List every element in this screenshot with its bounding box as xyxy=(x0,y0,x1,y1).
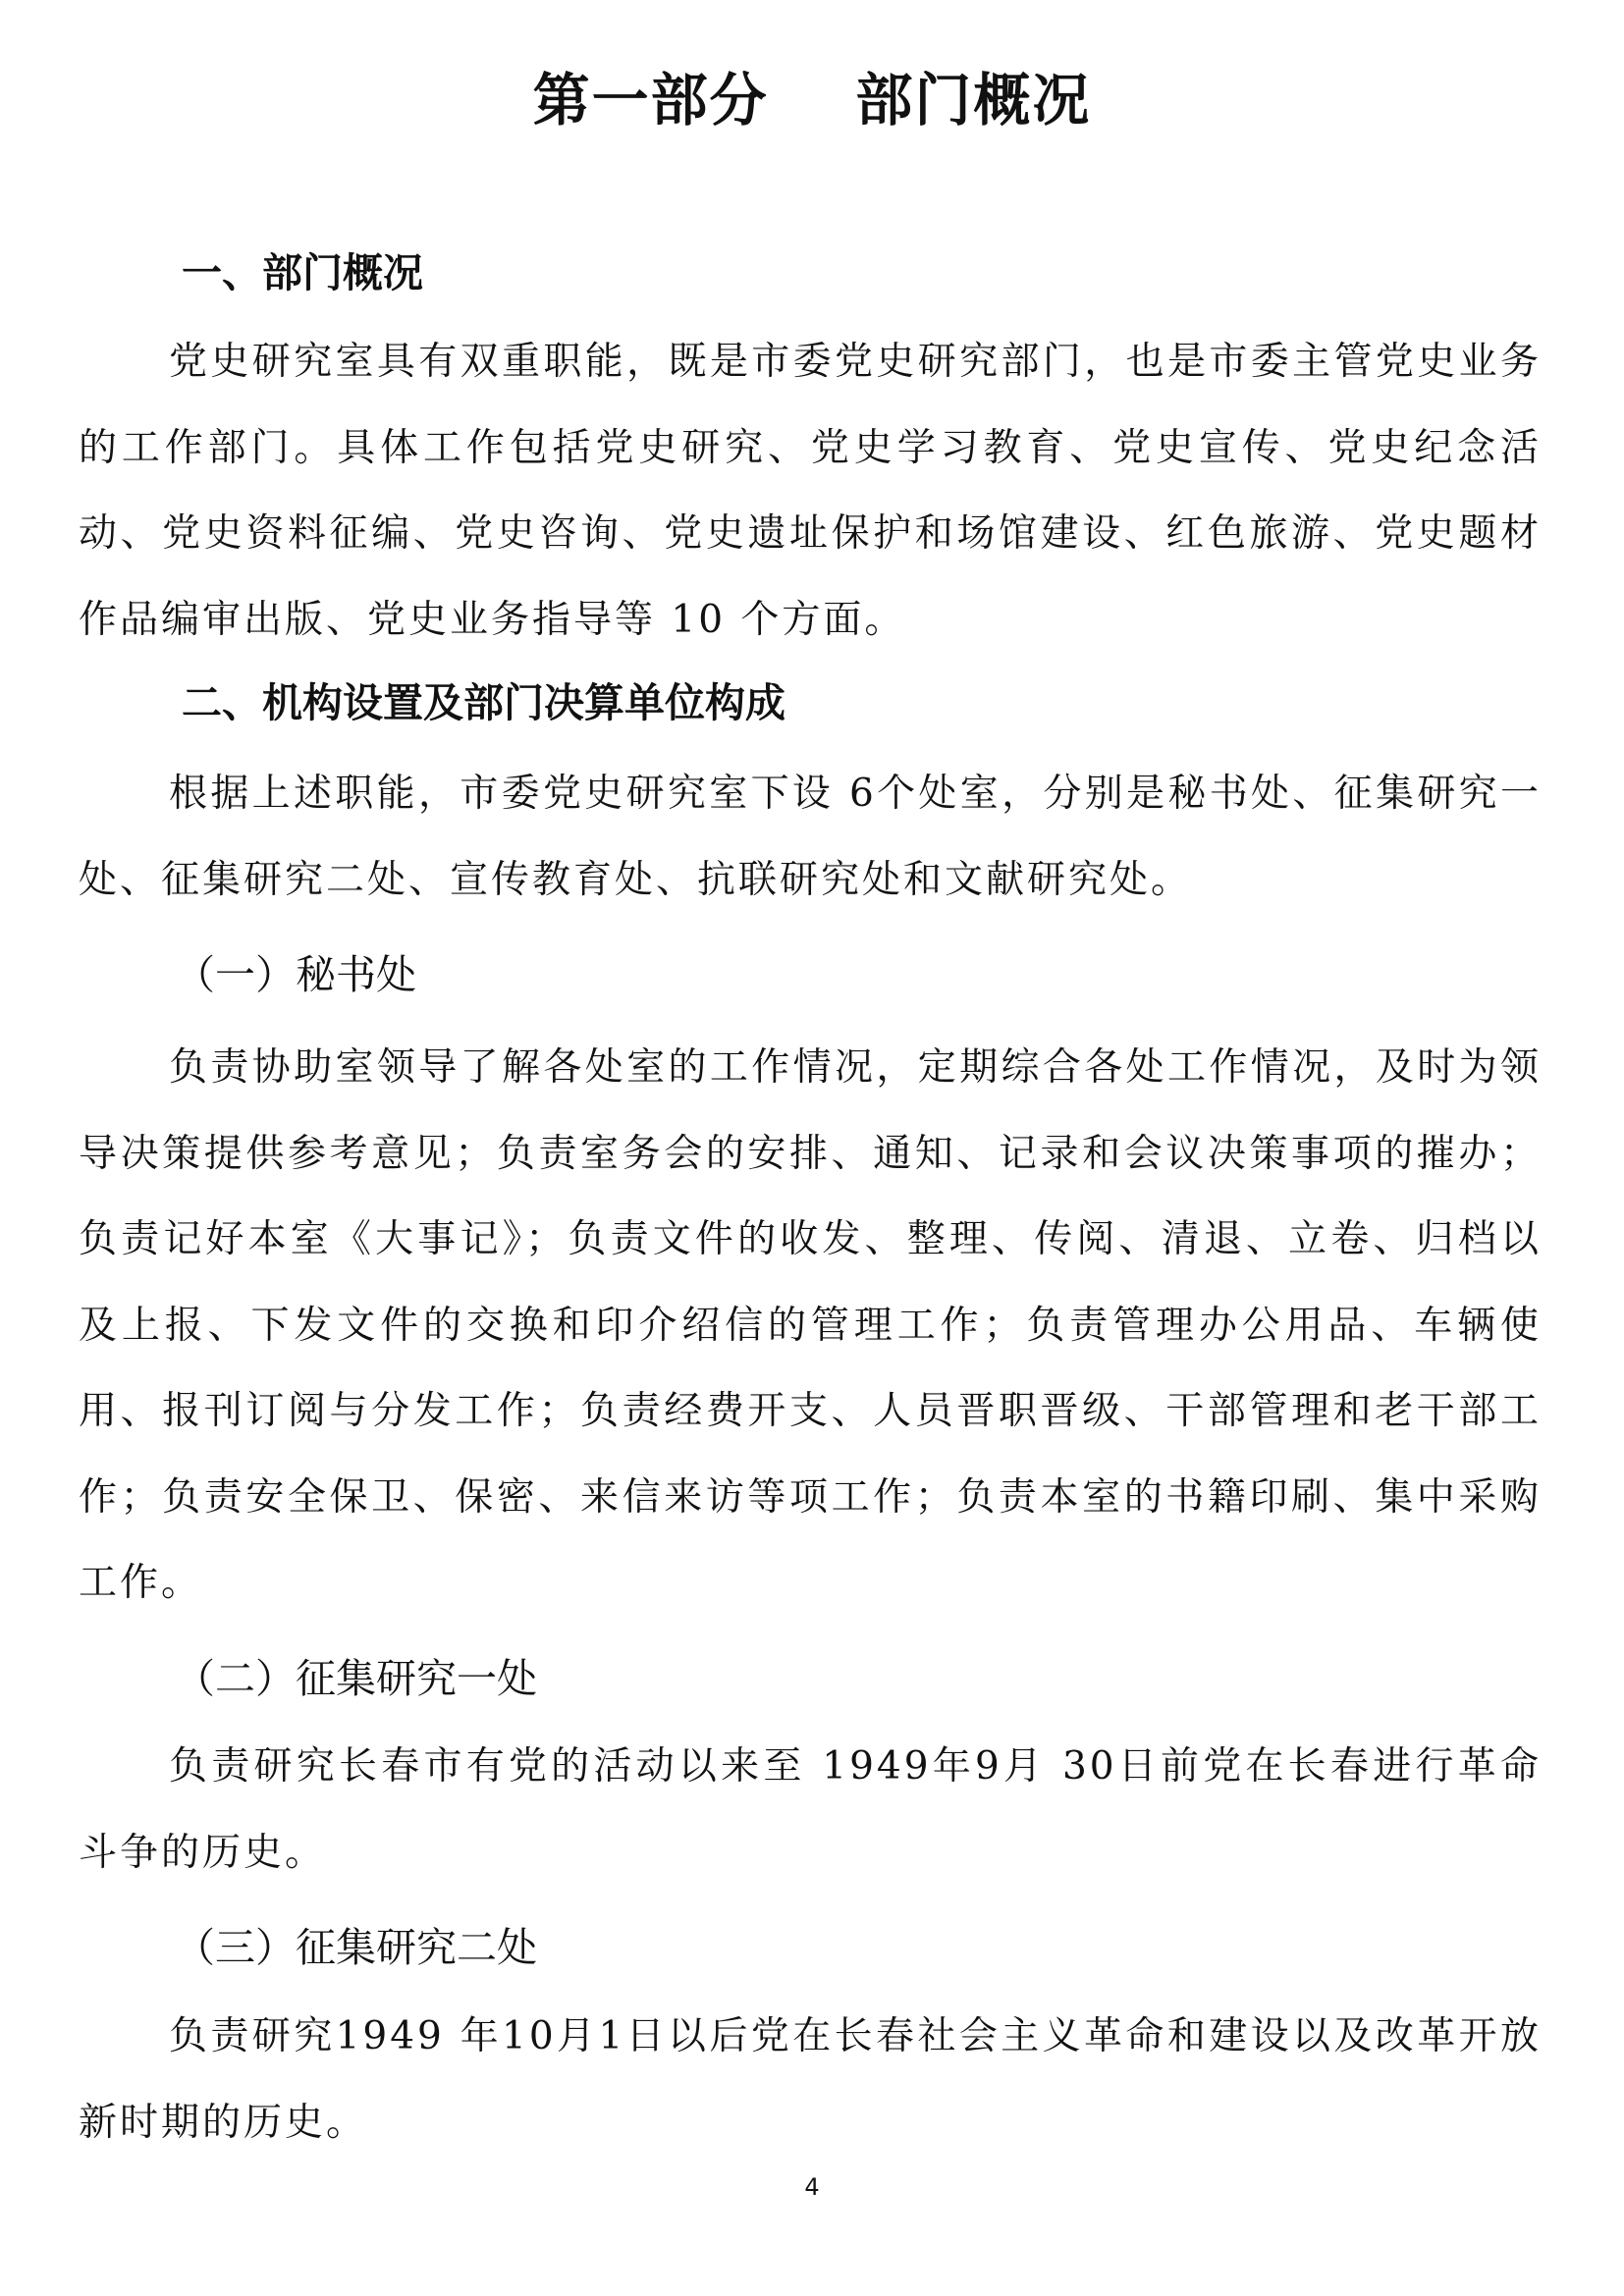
subsection-heading-research-two: （三）征集研究二处 xyxy=(175,1924,537,1971)
paragraph-secretariat: 负责协助室领导了解各处室的工作情况，定期综合各处工作情况，及时为领导决策提供参考意见；负责室务会的安排、通知、记录和会议决策事项的摧办；负责记好本室《大事记》；负责文件的收发、整理、传阅、清退、立卷、归档以及上报、下发文件的交换和印介绍信的管理工作；负责管理办公用品、车辆使用、报刊订阅与分发工作；负责经费开支、人员晋职晋级、干部管理和老干部工作；负责安全保卫、保密、来信来访等项工作；负责本室的书籍印刷、集中采购工作。 xyxy=(79,1045,1542,1605)
paragraph-research-two: 负责研究1949 年10月1日以后党在长春社会主义革命和建设以及改革开放新时期的历史。 xyxy=(79,2014,1542,2145)
page-number: 4 xyxy=(804,2173,820,2201)
section-heading-structure: 二、机构设置及部门决算单位构成 xyxy=(182,679,785,726)
subsection-heading-research-one: （二）征集研究一处 xyxy=(175,1655,537,1702)
subsection-heading-secretariat: （一）秘书处 xyxy=(175,951,416,998)
page-title: 第一部分 部门概况 xyxy=(532,67,1092,133)
paragraph-overview: 党史研究室具有双重职能，既是市委党史研究部门，也是市委主管党史业务的工作部门。具体工作包括党史研究、党史学习教育、党史宣传、党史纪念活动、党史资料征编、党史咨询、党史遗址保护和场馆建设、红色旅游、党史题材作品编审出版、党史业务指导等 10 个方面。 xyxy=(79,340,1542,642)
paragraph-structure: 根据上述职能，市委党史研究室下设 6个处室，分别是秘书处、征集研究一处、征集研究二处、宣传教育处、抗联研究处和文献研究处。 xyxy=(79,772,1542,902)
paragraph-research-one: 负责研究长春市有党的活动以来至 1949年9月 30日前党在长春进行革命斗争的历史。 xyxy=(79,1744,1542,1875)
section-heading-overview: 一、部门概况 xyxy=(182,249,423,296)
